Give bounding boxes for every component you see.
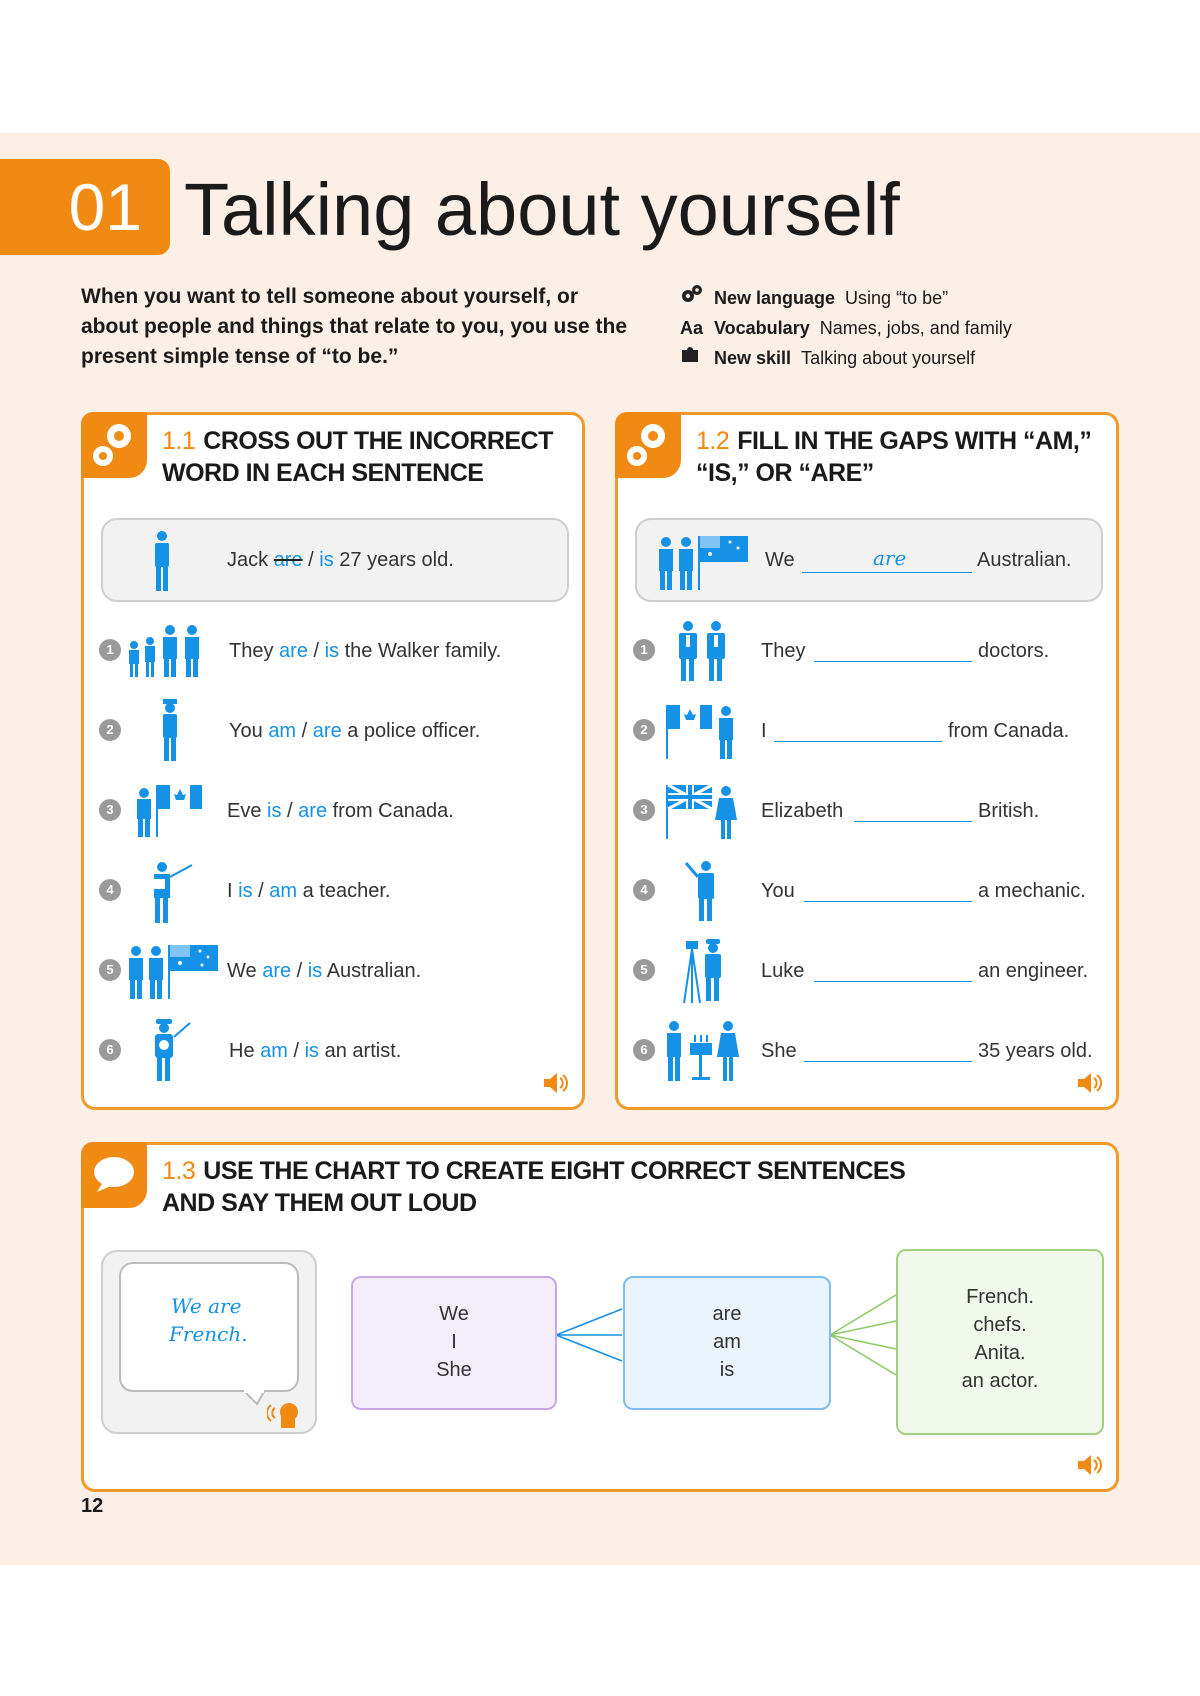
item-number: 2 <box>633 719 655 741</box>
item-number: 1 <box>633 639 655 661</box>
item-number: 5 <box>633 959 655 981</box>
gap-end: from Canada. <box>948 720 1070 742</box>
exercise-heading: CROSS OUT THE INCORRECT WORD IN EACH SENTENCE <box>162 427 553 487</box>
gap-subject: Elizabeth <box>761 800 844 822</box>
option-word[interactable]: are <box>279 640 308 662</box>
meta-label: New skill <box>714 348 792 368</box>
item-number: 5 <box>99 959 121 981</box>
gap-end: doctors. <box>978 640 1050 662</box>
gears-badge <box>81 412 147 478</box>
meta-vocabulary <box>680 313 1012 343</box>
item-number: 3 <box>99 799 121 821</box>
option-word[interactable]: are <box>262 960 292 982</box>
option-word[interactable]: am <box>268 720 297 742</box>
gears-icon <box>680 283 714 313</box>
option-word[interactable]: is <box>324 640 340 662</box>
meta-label: New language <box>714 288 836 308</box>
doctors-icon <box>674 619 734 681</box>
item-number: 4 <box>633 879 655 901</box>
sentence: You am / are a police officer. <box>229 720 481 742</box>
answer-gap[interactable] <box>804 901 972 902</box>
item-number: 2 <box>99 719 121 741</box>
example-gap-line <box>802 572 972 573</box>
page-number: 12 <box>81 1495 104 1517</box>
item-number: 3 <box>633 799 655 821</box>
intro-text: When you want to tell someone about yourself, or about people and things that relate to you, you use the present simple tense of “to be.” <box>81 285 628 368</box>
gap-end: a mechanic. <box>978 880 1086 902</box>
meta-new-language <box>680 283 1012 313</box>
gap-subject: She <box>761 1040 797 1062</box>
example-end: Australian. <box>977 549 1072 571</box>
man-icon <box>149 530 175 592</box>
option-word[interactable]: am <box>269 880 298 902</box>
complement-word: French. <box>966 1286 1034 1308</box>
sentence: Eve is / are from Canada. <box>227 800 454 822</box>
verb-word: am <box>713 1331 741 1353</box>
puzzle-icon <box>680 343 714 373</box>
complement-word: an actor. <box>961 1370 1039 1392</box>
woman-canada-flag-icon <box>132 781 204 837</box>
speech-line-2: French. <box>169 1322 248 1346</box>
option-word[interactable]: are <box>298 800 328 822</box>
example-sentence: Jack are / is 27 years old. <box>227 549 454 571</box>
exercise-number: 1.2 <box>696 427 730 455</box>
example-subject: We <box>765 549 795 571</box>
audio-speaker-icon[interactable] <box>1076 1071 1104 1095</box>
item-number: 1 <box>99 639 121 661</box>
option-word[interactable]: is <box>307 960 323 982</box>
sentence: They are / is the Walker family. <box>229 640 502 662</box>
meta-value: Names, jobs, and family <box>819 318 1012 338</box>
complements-box <box>896 1249 1104 1435</box>
vocabulary-icon: Aa <box>680 318 704 338</box>
sentence: He am / is an artist. <box>229 1040 402 1062</box>
exercise-1-3-panel <box>81 1142 1119 1492</box>
birthday-cake-people-icon <box>664 1019 740 1081</box>
gap-subject: Luke <box>761 960 805 982</box>
subject-word: She <box>436 1359 472 1381</box>
lesson-meta <box>680 283 1012 373</box>
couple-australia-flag-icon <box>655 534 751 590</box>
gears-badge <box>615 412 681 478</box>
exercise-1-1-example <box>101 518 569 602</box>
police-officer-icon <box>158 699 182 761</box>
exercise-number: 1.3 <box>162 1157 196 1185</box>
subject-word: We <box>439 1303 469 1325</box>
option-word[interactable]: are <box>312 720 342 742</box>
meta-value: Using “to be” <box>845 288 949 308</box>
gap-subject: I <box>761 720 767 742</box>
exercise-1-1-panel <box>81 412 585 1110</box>
answer-gap[interactable] <box>814 661 972 662</box>
audio-speaker-icon[interactable] <box>1076 1453 1104 1477</box>
engineer-icon <box>682 939 728 1003</box>
example-answer: are <box>873 546 907 570</box>
meta-label: Vocabulary <box>714 318 810 338</box>
canada-flag-person-icon <box>664 701 740 759</box>
answer-gap[interactable] <box>804 1061 972 1062</box>
gap-end: an engineer. <box>978 960 1089 982</box>
page-title: Talking about yourself <box>184 168 900 251</box>
answer-gap[interactable] <box>814 981 972 982</box>
subject-word: I <box>451 1331 457 1353</box>
speech-line-1: We are <box>171 1294 242 1318</box>
gap-end: British. <box>978 800 1040 822</box>
audio-speaker-icon[interactable] <box>542 1071 570 1095</box>
verb-word: is <box>719 1359 735 1381</box>
verbs-box <box>623 1276 831 1410</box>
verb-word: are <box>712 1303 742 1325</box>
exercise-1-2-panel <box>615 412 1119 1110</box>
gap-subject: They <box>761 640 806 662</box>
item-number: 4 <box>99 879 121 901</box>
meta-new-skill <box>680 343 1012 373</box>
uk-flag-person-icon <box>664 781 740 839</box>
gap-end: 35 years old. <box>978 1040 1093 1062</box>
sentence: I is / am a teacher. <box>227 880 391 902</box>
exercise-number: 1.1 <box>162 427 196 455</box>
exercise-1-1-title <box>162 425 562 489</box>
answer-gap[interactable] <box>854 821 972 822</box>
item-number: 6 <box>99 1039 121 1061</box>
mechanic-icon <box>682 859 726 921</box>
subjects-box <box>351 1276 557 1410</box>
item-number: 6 <box>633 1039 655 1061</box>
sentence: We are / is Australian. <box>227 960 422 982</box>
complement-word: chefs. <box>973 1314 1027 1336</box>
answer-gap[interactable] <box>774 741 942 742</box>
exercise-heading: USE THE CHART TO CREATE EIGHT CORRECT SENTENCES AND SAY THEM OUT LOUD <box>162 1157 906 1217</box>
teacher-icon <box>148 861 194 923</box>
exercise-heading: FILL IN THE GAPS WITH “AM,” “IS,” OR “ARE” <box>696 427 1092 487</box>
option-word[interactable]: is <box>267 800 282 822</box>
option-word[interactable]: is <box>238 880 253 902</box>
complement-word: Anita. <box>974 1342 1026 1364</box>
gap-subject: You <box>761 880 795 902</box>
exercise-1-2-title <box>696 425 1096 489</box>
artist-icon <box>150 1019 194 1081</box>
couple-australia-flag-icon <box>126 943 220 999</box>
family-icon <box>126 625 208 677</box>
chapter-number: 01 <box>0 159 170 255</box>
exercise-1-2-example <box>635 518 1103 602</box>
option-word[interactable]: is <box>304 1040 320 1062</box>
option-word[interactable]: am <box>260 1040 288 1062</box>
meta-value: Talking about yourself <box>801 348 976 368</box>
